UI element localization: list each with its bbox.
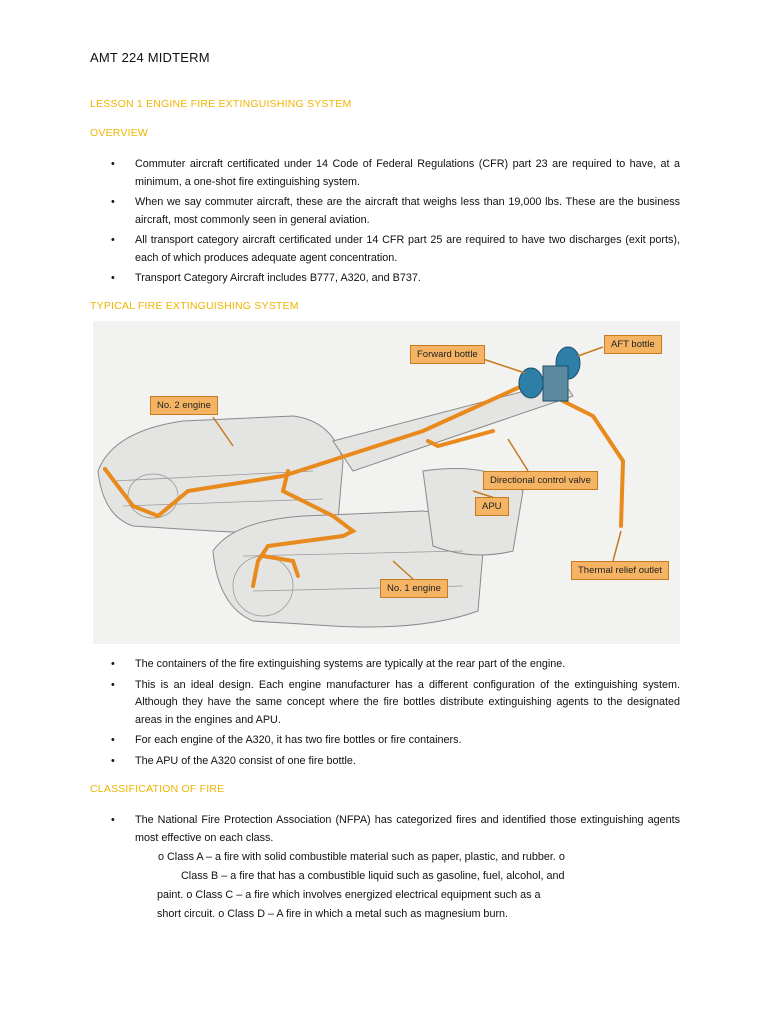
callout-thermal-relief: Thermal relief outlet (571, 561, 669, 580)
fire-extinguishing-diagram (93, 321, 680, 644)
fire-class-line: paint. o Class C – a fire which involves energized electrical equipment such as a (157, 889, 541, 901)
list-item: • For each engine of the A320, it has two fire bottles or fire containers. (90, 732, 680, 750)
list-item: • All transport category aircraft certificated under 14 CFR part 25 are required to have two discharges (exit ports), each of which produces adequate agent concentration. (90, 232, 680, 267)
overview-bullet-list (90, 156, 680, 291)
callout-forward-bottle: Forward bottle (410, 345, 485, 364)
classification-bullet-list (90, 812, 680, 850)
list-item: • The National Fire Protection Association (NFPA) has categorized fires and identified those extinguishing agents most effective on each class. (90, 812, 680, 847)
callout-directional-valve: Directional control valve (483, 471, 598, 490)
figure-notes-list (90, 656, 680, 773)
fire-class-line: Class B – a fire that has a combustible liquid such as gasoline, fuel, alcohol, and (181, 870, 565, 882)
fire-class-lines (135, 848, 685, 928)
overview-heading: OVERVIEW (90, 127, 149, 139)
engine-2-outline (98, 416, 343, 532)
list-item: • When we say commuter aircraft, these are the aircraft that weighs less than 19,000 lbs. These are the business aircraft, most commonly seen in general aviation. (90, 194, 680, 229)
classification-heading: CLASSIFICATION OF FIRE (90, 783, 225, 795)
typical-system-heading: TYPICAL FIRE EXTINGUISHING SYSTEM (90, 300, 299, 312)
callout-no2-engine: No. 2 engine (150, 396, 218, 415)
fire-class-line: o Class A – a fire with solid combustible material such as paper, plastic, and rubber. o (158, 851, 565, 863)
callout-no1-engine: No. 1 engine (380, 579, 448, 598)
lesson-heading: LESSON 1 ENGINE FIRE EXTINGUISHING SYSTEM (90, 98, 352, 110)
document-title: AMT 224 MIDTERM (90, 50, 210, 65)
fire-class-line: short circuit. o Class D – A fire in which a metal such as magnesium burn. (157, 908, 509, 920)
list-item: • Transport Category Aircraft includes B777, A320, and B737. (90, 270, 680, 288)
list-item: • The APU of the A320 consist of one fire bottle. (90, 753, 680, 771)
list-item: • The containers of the fire extinguishing systems are typically at the rear part of the engine. (90, 656, 680, 674)
list-item: • This is an ideal design. Each engine manufacturer has a different configuration of the extinguishing system. Although they have the same concept where the fire bottles distribute extinguishing agents to the designated areas in the engines and APU. (90, 677, 680, 730)
list-item: • Commuter aircraft certificated under 14 Code of Federal Regulations (CFR) part 23 are required to have, at a minimum, a one-shot fire extinguishing system. (90, 156, 680, 191)
callout-apu: APU (475, 497, 509, 516)
callout-aft-bottle: AFT bottle (604, 335, 662, 354)
